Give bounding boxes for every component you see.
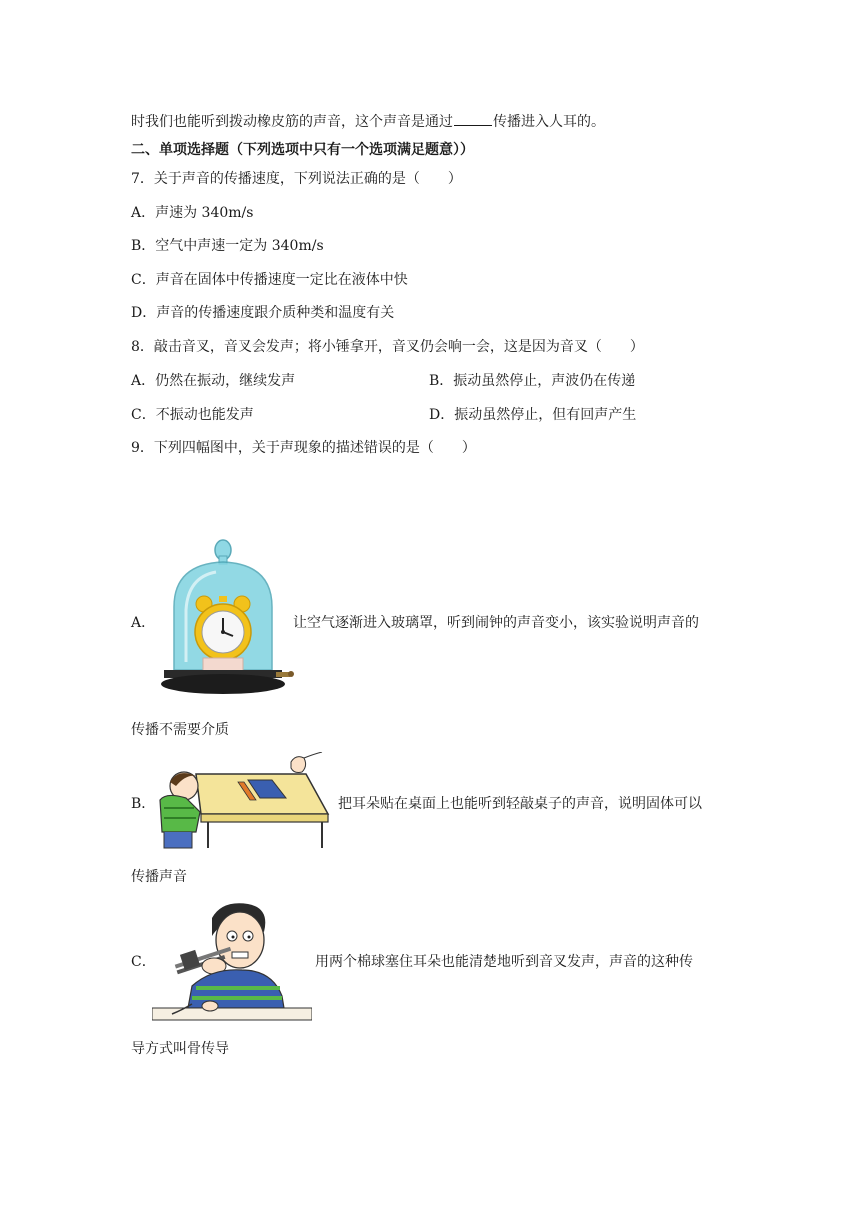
q9-option-c-letter[interactable]: C．	[131, 954, 156, 970]
q7-option-b[interactable]: B．空气中声速一定为 340m/s	[131, 238, 324, 254]
bone-conduction-illustration	[152, 896, 312, 1026]
q9-stem: 9．下列四幅图中，关于声现象的描述错误的是（ ）	[131, 440, 476, 456]
q8-option-b[interactable]: B．振动虽然停止，声波仍在传递	[429, 373, 636, 389]
ear-on-desk-illustration	[156, 752, 332, 850]
q7-option-d[interactable]: D．声音的传播速度跟介质种类和温度有关	[131, 305, 395, 321]
intro-text-before: 时我们也能听到拨动橡皮筋的声音，这个声音是通过	[131, 114, 453, 130]
q9-option-a-text-cont: 传播不需要介质	[131, 722, 229, 738]
q9-option-a-letter[interactable]: A．	[131, 615, 156, 631]
q9-option-b-text: 把耳朵贴在桌面上也能听到轻敲桌子的声音，说明固体可以	[338, 796, 702, 812]
q9-option-b-text-cont: 传播声音	[131, 869, 187, 885]
bell-jar-illustration	[156, 532, 296, 704]
section-heading: 二、单项选择题（下列选项中只有一个选项满足题意））	[131, 142, 474, 158]
tuning-fork-figure	[152, 896, 312, 1026]
q9-option-c-text-cont: 导方式叫骨传导	[131, 1041, 229, 1057]
q7-stem: 7．关于声音的传播速度，下列说法正确的是（ ）	[131, 171, 462, 187]
intro-text-after: 传播进入人耳的。	[493, 114, 605, 130]
q9-option-a-text: 让空气逐渐进入玻璃罩，听到闹钟的声音变小，该实验说明声音的	[293, 615, 699, 631]
intro-line	[131, 111, 605, 132]
answer-blank[interactable]	[454, 111, 492, 126]
q8-option-c[interactable]: C．不振动也能发声	[131, 407, 254, 423]
desk-figure	[156, 752, 332, 850]
q9-option-c-text: 用两个棉球塞住耳朵也能清楚地听到音叉发声，声音的这种传	[315, 954, 693, 970]
q7-option-a[interactable]: A．声速为 340m/s	[131, 205, 254, 221]
q8-option-a[interactable]: A．仍然在振动，继续发声	[131, 373, 296, 389]
bell-jar-figure	[156, 532, 296, 704]
q7-option-c[interactable]: C．声音在固体中传播速度一定比在液体中快	[131, 272, 408, 288]
q9-option-b-letter[interactable]: B．	[131, 796, 156, 812]
q8-stem: 8．敲击音叉，音叉会发声；将小锤拿开，音叉仍会响一会，这是因为音叉（ ）	[131, 339, 644, 355]
q8-option-d[interactable]: D．振动虽然停止，但有回声产生	[429, 407, 637, 423]
